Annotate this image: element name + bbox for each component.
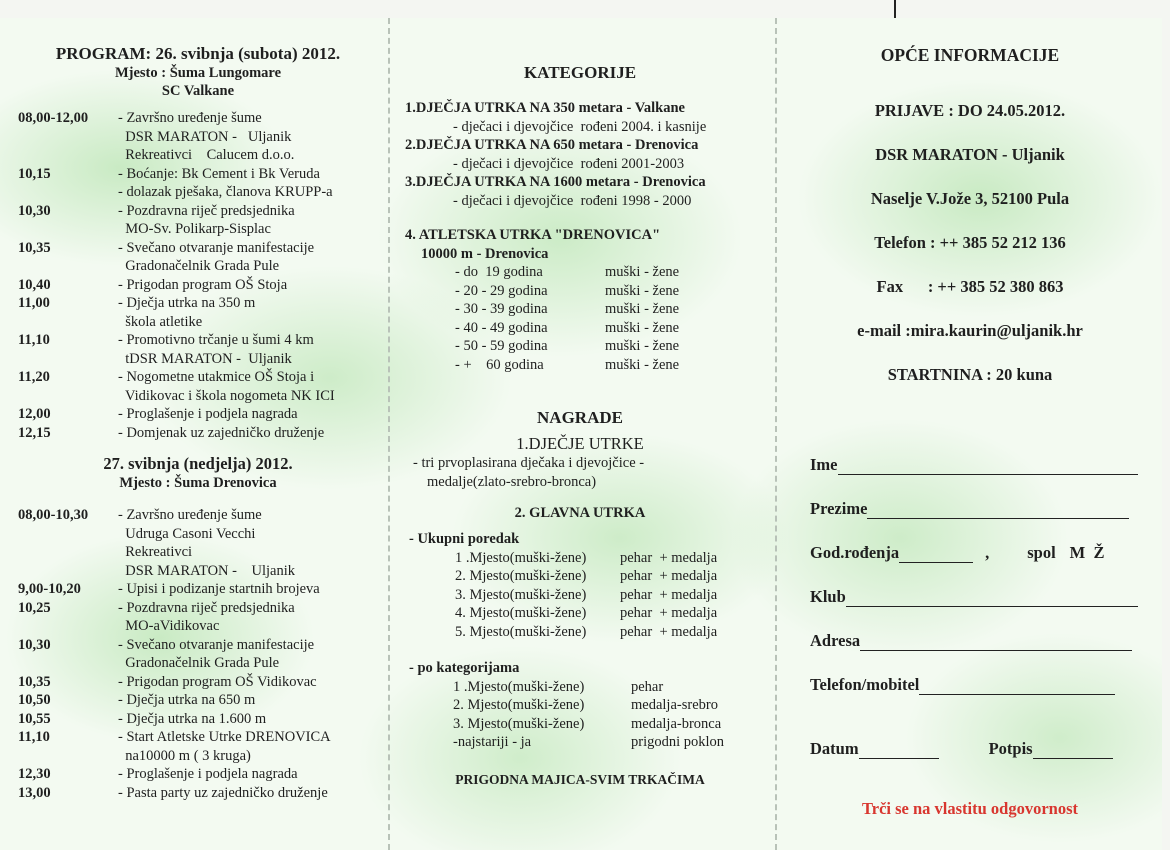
schedule-row — [18, 331, 378, 350]
organizer: DSR MARATON - Uljanik — [875, 145, 1065, 164]
kids-race-title: 2.DJEČJA UTRKA NA 650 metara - Drenovica — [405, 137, 699, 153]
schedule-desc: - Domjenak uz zajedničko druženje — [118, 424, 325, 441]
schedule-row — [18, 728, 378, 747]
schedule-row — [18, 146, 378, 165]
schedule-row — [18, 543, 378, 562]
schedule-time: 13,00 — [18, 784, 51, 801]
age-group-sex: muški - žene — [605, 319, 680, 336]
category-ranking — [405, 678, 755, 752]
schedule-row — [18, 580, 378, 599]
schedule-desc: - dolazak pješaka, članova KRUPP-a — [118, 184, 333, 200]
schedule-time — [18, 387, 118, 406]
schedule-desc: - Svečano otvaranje manifestacije — [118, 636, 315, 653]
overall-title: - Ukupni poredak — [409, 531, 520, 547]
schedule-desc: Rekreativci — [118, 544, 193, 560]
schedule-desc: - Svečano otvaranje manifestacije — [118, 239, 315, 256]
schedule-desc: Gradonačelnik Grada Pule — [118, 258, 280, 274]
date-field[interactable] — [859, 744, 939, 759]
schedule-row — [18, 387, 378, 406]
athletic-race-sub: 10000 m - Drenovica — [421, 245, 549, 262]
surname-field[interactable] — [867, 504, 1129, 519]
schedule-row — [18, 220, 378, 239]
surname-row — [810, 499, 1150, 519]
tshirt-note: PRIGODNA MAJICA-SVIM TRKAČIMA — [455, 771, 705, 787]
schedule-row — [18, 654, 378, 673]
schedule-desc: - Dječja utrka na 650 m — [118, 692, 256, 708]
schedule-row — [18, 350, 378, 369]
date-sign-row — [810, 739, 1150, 759]
schedule-time — [18, 183, 118, 202]
schedule-time — [18, 146, 118, 165]
schedule-row — [18, 506, 378, 525]
email-link[interactable]: e-mail :mira.kaurin@uljanik.hr — [857, 321, 1083, 340]
bycat-prize: medalja-srebro — [631, 697, 718, 713]
disclaimer: Trči se na vlastitu odgovornost — [861, 799, 1079, 818]
tel-row — [810, 675, 1150, 695]
schedule-desc: tDSR MARATON - Uljanik — [118, 350, 292, 367]
fax: Fax : ++ 385 52 380 863 — [876, 277, 1064, 296]
tel-label: Telefon/mobitel — [810, 675, 920, 694]
overall-place: 1 .Mjesto(muški-žene) — [455, 549, 587, 566]
day2-place: Mjesto : Šuma Drenovica — [119, 475, 277, 491]
schedule-time: 12,00 — [18, 406, 51, 422]
schedule-desc: - Proglašenje i podjela nagrada — [118, 406, 298, 422]
schedule-time: 12,15 — [18, 424, 51, 441]
schedule-time — [18, 747, 118, 766]
age-group: - 30 - 39 godina — [455, 301, 548, 317]
info-title: OPĆE INFORMACIJE — [880, 45, 1060, 65]
schedule-row — [18, 165, 378, 184]
schedule-row — [18, 202, 378, 221]
kids-prize-line1: - tri prvoplasirana dječaka i djevojčice - — [413, 455, 645, 471]
schedule-desc: - Prigodan program OŠ Vidikovac — [118, 673, 317, 690]
schedule-desc: - Prigodan program OŠ Stoja — [118, 276, 288, 293]
bycat-place: 1 .Mjesto(muški-žene) — [453, 678, 585, 695]
schedule-row — [18, 765, 378, 784]
schedule-time: 11,00 — [18, 295, 50, 311]
schedule-time — [18, 562, 118, 581]
overall-place: 5. Mjesto(muški-žene) — [455, 623, 587, 640]
schedule-time: 11,10 — [18, 729, 50, 745]
day2-header: 27. svibnja (nedjelja) 2012. — [103, 454, 293, 473]
schedule-row — [18, 636, 378, 655]
schedule-time — [18, 543, 118, 562]
schedule-row — [18, 691, 378, 710]
entry-fee: STARTNINA : 20 kuna — [887, 365, 1053, 384]
schedule-time: 10,35 — [18, 239, 51, 256]
schedule-row — [18, 313, 378, 332]
overall-place: 4. Mjesto(muški-žene) — [455, 605, 587, 621]
schedule-row — [18, 128, 378, 147]
schedule-desc: - Završno uređenje šume — [118, 110, 262, 126]
schedule-time: 11,10 — [18, 332, 50, 348]
schedule-time — [18, 220, 118, 239]
schedule-desc: na10000 m ( 3 kruga) — [118, 747, 251, 764]
schedule-desc: - Dječja utrka na 350 m — [118, 295, 256, 311]
club-label: Klub — [810, 587, 846, 606]
schedule-desc: - Start Atletske Utrke DRENOVICA — [118, 729, 331, 745]
overall-prize: pehar + medalja — [620, 623, 718, 640]
categories-title: KATEGORIJE — [523, 63, 637, 82]
age-group: - do 19 godina — [455, 264, 543, 280]
schedule-time — [18, 525, 118, 544]
phone: Telefon : ++ 385 52 212 136 — [874, 233, 1066, 252]
schedule-row — [18, 368, 378, 387]
schedule-row — [18, 599, 378, 618]
age-group-sex: muški - žene — [605, 338, 680, 354]
schedule-row — [18, 525, 378, 544]
schedule-time: 11,20 — [18, 369, 50, 385]
day1-place2: SC Valkane — [161, 83, 235, 99]
addr-field[interactable] — [860, 636, 1132, 651]
schedule-time — [18, 257, 118, 276]
schedule-time — [18, 617, 118, 636]
addr-row — [810, 631, 1150, 651]
age-groups — [405, 263, 755, 374]
schedule-desc: - Dječja utrka na 1.600 m — [118, 710, 267, 727]
categories-panel — [405, 18, 755, 788]
sign-label: Potpis — [988, 739, 1033, 758]
club-row — [810, 587, 1150, 607]
bycat-prize: medalja-bronca — [631, 715, 722, 732]
schedule-desc: Udruga Casoni Vecchi — [118, 525, 256, 542]
schedule-desc: - Pasta party uz zajedničko druženje — [118, 784, 328, 801]
schedule-desc: Vidikovac i škola nogometa NK ICI — [118, 387, 335, 404]
top-edge-mark — [894, 0, 896, 20]
schedule-desc: - Proglašenje i podjela nagrada — [118, 766, 298, 782]
sign-field[interactable] — [1033, 744, 1113, 759]
schedule-desc: - Pozdravna riječ predsjednika — [118, 202, 295, 219]
deadline: PRIJAVE : DO 24.05.2012. — [874, 101, 1066, 120]
birth-field[interactable] — [899, 548, 973, 563]
schedule-time — [18, 128, 118, 147]
schedule-time — [18, 654, 118, 673]
age-group-sex: muški - žene — [605, 282, 680, 299]
age-group-sex: muški - žene — [605, 356, 680, 373]
tel-field[interactable] — [919, 680, 1115, 695]
prizes-title: NAGRADE — [537, 408, 623, 427]
schedule-row — [18, 424, 378, 443]
address: Naselje V.Jože 3, 52100 Pula — [870, 189, 1070, 208]
schedule-time: 10,15 — [18, 165, 51, 182]
kids-prize-line2: medalje(zlato-srebro-bronca) — [427, 473, 597, 490]
schedule-row — [18, 747, 378, 766]
schedule-row — [18, 239, 378, 258]
kids-race-title: 1.DJEČJA UTRKA NA 350 metara - Valkane — [405, 100, 685, 116]
schedule-time: 10,30 — [18, 636, 51, 653]
program-panel — [18, 18, 378, 802]
kids-races — [405, 99, 755, 210]
club-field[interactable] — [846, 592, 1138, 607]
schedule-row — [18, 294, 378, 313]
schedule-desc: škola atletike — [118, 313, 203, 330]
kids-race-sub: - dječaci i djevojčice rođeni 1998 - 2000 — [453, 192, 692, 209]
age-group: - + 60 godina — [455, 356, 544, 373]
schedule-time: 10,35 — [18, 673, 51, 690]
overall-place: 3. Mjesto(muški-žene) — [455, 586, 587, 603]
schedule-desc: - Boćanje: Bk Cement i Bk Veruda — [118, 165, 320, 182]
bycat-place: 2. Mjesto(muški-žene) — [453, 697, 585, 713]
bycat-place: 3. Mjesto(muški-žene) — [453, 715, 585, 732]
overall-prize: pehar + medalja — [620, 605, 718, 621]
day1-place: Mjesto : Šuma Lungomare — [114, 65, 282, 81]
schedule-row — [18, 617, 378, 636]
schedule-row — [18, 405, 378, 424]
schedule-time — [18, 350, 118, 369]
day1-header: PROGRAM: 26. svibnja (subota) 2012. — [55, 44, 341, 63]
day1-schedule — [18, 109, 378, 442]
overall-prize: pehar + medalja — [620, 549, 718, 566]
schedule-time: 10,55 — [18, 710, 51, 727]
schedule-time: 08,00-12,00 — [18, 110, 89, 126]
schedule-row — [18, 562, 378, 581]
overall-place: 2. Mjesto(muški-žene) — [455, 568, 587, 584]
surname-label: Prezime — [810, 499, 868, 518]
schedule-desc: DSR MARATON - Uljanik — [118, 562, 295, 579]
info-panel — [790, 18, 1150, 819]
schedule-time: 10,40 — [18, 276, 51, 293]
name-label: Ime — [810, 455, 838, 474]
bycat-prize: pehar — [631, 678, 664, 695]
birth-label: God.rođenja — [810, 543, 900, 562]
sex-options[interactable]: M Ž — [1069, 543, 1105, 562]
schedule-desc: - Završno uređenje šume — [118, 507, 262, 523]
age-group: - 50 - 59 godina — [455, 338, 548, 354]
kids-race-sub: - dječaci i djevojčice rođeni 2004. i kasnije — [453, 118, 707, 135]
schedule-row — [18, 109, 378, 128]
addr-label: Adresa — [810, 631, 861, 650]
sex-label: spol — [1027, 543, 1056, 562]
schedule-time: 9,00-10,20 — [18, 581, 81, 597]
bycat-prize: prigodni poklon — [631, 734, 725, 750]
fold-line-left — [388, 18, 390, 850]
schedule-desc: - Nogometne utakmice OŠ Stoja i — [118, 369, 315, 385]
date-label: Datum — [810, 739, 859, 758]
schedule-row — [18, 183, 378, 202]
age-group-sex: muški - žene — [605, 264, 680, 280]
day2-schedule — [18, 506, 378, 802]
schedule-row — [18, 673, 378, 692]
schedule-desc: DSR MARATON - Uljanik — [118, 128, 292, 145]
schedule-desc: MO-Sv. Polikarp-Sisplac — [118, 221, 271, 237]
schedule-desc: - Promotivno trčanje u šumi 4 km — [118, 332, 314, 348]
name-field[interactable] — [838, 460, 1138, 475]
schedule-time: 08,00-10,30 — [18, 507, 89, 523]
schedule-row — [18, 710, 378, 729]
schedule-time: 10,50 — [18, 692, 51, 708]
schedule-time — [18, 313, 118, 332]
schedule-time: 12,30 — [18, 766, 51, 782]
bycat-place: -najstariji - ja — [453, 734, 532, 750]
schedule-time: 10,25 — [18, 599, 51, 616]
main-race-title: 2. GLAVNA UTRKA — [514, 505, 646, 521]
schedule-row — [18, 784, 378, 803]
schedule-desc: Gradonačelnik Grada Pule — [118, 655, 280, 671]
schedule-desc: - Pozdravna riječ predsjednika — [118, 599, 295, 616]
registration-form — [790, 455, 1150, 759]
schedule-row — [18, 257, 378, 276]
schedule-time: 10,30 — [18, 202, 51, 219]
age-group: - 40 - 49 godina — [455, 319, 548, 336]
overall-prize: pehar + medalja — [620, 586, 718, 603]
schedule-desc: - Upisi i podizanje startnih brojeva — [118, 581, 320, 597]
overall-ranking — [405, 549, 755, 642]
athletic-race-title: 4. ATLETSKA UTRKA "DRENOVICA" — [405, 227, 661, 243]
age-group-sex: muški - žene — [605, 301, 680, 317]
bycat-title: - po kategorijama — [409, 660, 520, 676]
birth-row: God.rođenja , spol M Ž — [810, 543, 1105, 562]
schedule-desc: MO-aVidikovac — [118, 618, 220, 634]
age-group: - 20 - 29 godina — [455, 282, 548, 299]
kids-race-sub: - dječaci i djevojčice rođeni 2001-2003 — [453, 155, 685, 172]
schedule-desc: Rekreativci Calucem d.o.o. — [118, 147, 295, 163]
overall-prize: pehar + medalja — [620, 568, 718, 584]
name-row — [810, 455, 1150, 475]
kids-prize-title: 1.DJEČJE UTRKE — [516, 434, 644, 453]
kids-race-title: 3.DJEČJA UTRKA NA 1600 metara - Drenovica — [405, 174, 706, 190]
schedule-row — [18, 276, 378, 295]
